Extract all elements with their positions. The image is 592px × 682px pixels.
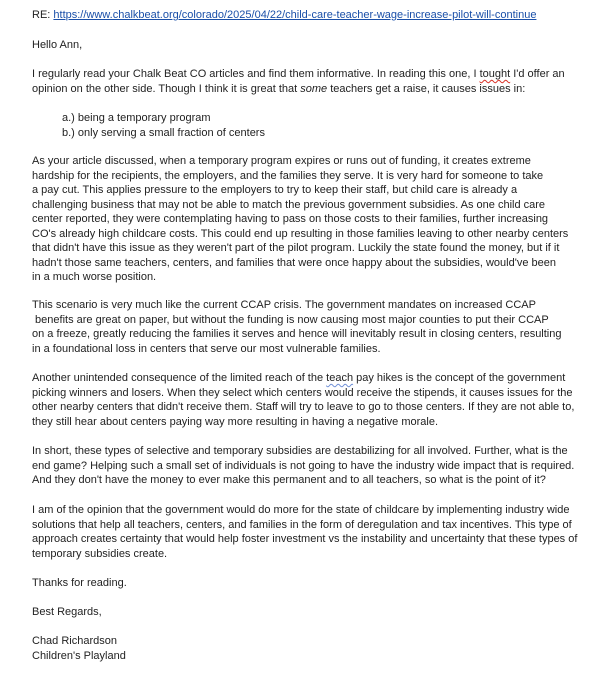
list-item: a.) being a temporary program (62, 112, 211, 124)
text-line: approach creates certainty that would help foster investment vs the instability and uncertainty that these types of (32, 533, 578, 545)
signature (32, 634, 126, 663)
text-line: temporary subsidies create. (32, 547, 168, 560)
text-line: they still hear about centers paying way more resulting in having a negative morale. (32, 415, 439, 428)
text-line: And they don't have the money to ever make this permanent and to all teachers, so what is the point of it? (32, 474, 546, 486)
intro-line-1 (32, 67, 565, 82)
text-line (32, 371, 574, 386)
closing-line (32, 605, 102, 620)
paragraph-4 (32, 444, 574, 488)
text-line: center reported, they were contemplating having to pass on those costs to their families, further increasing (32, 213, 549, 225)
intro-text: I regularly read your Chalk Beat CO articles and find them informative. In reading this one, I (32, 68, 480, 80)
text-line: in a foundational loss in centers that serve our most vulnerable families. (32, 342, 381, 355)
thanks-line (32, 576, 127, 591)
text-line: hadn't those same teachers, centers, and families that were once happy about the subsidies, would've been (32, 256, 556, 269)
text-line: As your article discussed, when a temporary program expires or runs out of funding, it creates extreme (32, 155, 531, 167)
text-line: picking winners and losers. When they select which centers would receive the stipends, it causes issues for the (32, 386, 573, 399)
text-line: I am of the opinion that the government would do more for the state of childcare by implementing industry wide (32, 504, 570, 516)
text-line: in a much worse position. (32, 271, 157, 283)
thanks-text: Thanks for reading. (32, 577, 127, 589)
text-line: hardship for the recipients, the employers, and the families they serve. It is very hard for someone to take (32, 169, 544, 182)
text-line: benefits are great on paper, but without the funding is now causing most major counties to put their CCAP (32, 313, 549, 326)
issues-list (62, 111, 265, 140)
misspelled-word[interactable]: tought (479, 68, 511, 80)
subject-line (32, 8, 536, 23)
text-line: on a freeze, greatly reducing the families it serves and hence will inevitably result in closing centers, resulting (32, 328, 562, 340)
paragraph-3 (32, 371, 574, 429)
greeting-text: Hello Ann, (32, 39, 83, 51)
intro-text: I'd offer an (510, 68, 565, 80)
text-segment: pay hikes is the concept of the government (353, 372, 566, 384)
article-link[interactable]: https://www.chalkbeat.org/colorado/2025/04/22/child-care-teacher-wage-increase-pilot-will-continue (53, 9, 537, 21)
intro-text: opinion on the other side. Though I think it is great that (32, 82, 301, 95)
paragraph-5 (32, 503, 577, 561)
subject-prefix: RE: (32, 9, 54, 21)
intro-line-2 (32, 82, 565, 97)
text-line: CO's already high childcare costs. This could end up resulting in those families leaving to other nearby centers (32, 227, 569, 240)
closing-text: Best Regards, (32, 606, 102, 618)
list-item: b.) only serving a small fraction of centers (62, 126, 265, 139)
text-line: other nearby centers that didn't receive them. Staff will try to leave to go to those centers. If they are not able to, (32, 401, 575, 413)
text-line: a pay cut. This applies pressure to the employers to try to keep their staff, but child care is already a (32, 184, 518, 196)
text-segment: Another unintended consequence of the limited reach of the (32, 372, 327, 384)
greeting (32, 38, 82, 53)
paragraph-1 (32, 154, 568, 285)
signature-name: Chad Richardson (32, 635, 117, 647)
intro-paragraph (32, 67, 565, 96)
text-line: end game? Helping such a small set of individuals is not going to have the industry wide impact that is required. (32, 459, 575, 472)
text-line: In short, these types of selective and temporary subsidies are destabilizing for all involved. Further, what is the (32, 445, 568, 457)
paragraph-2 (32, 298, 562, 356)
text-line: This scenario is very much like the current CCAP crisis. The government mandates on increased CCAP (32, 299, 536, 311)
text-line: that didn't have this issue as they weren't part of the pilot program. Luckily the state found the money, but if it (32, 242, 560, 254)
emphasis-text: some (300, 82, 328, 95)
text-line: solutions that help all teachers, centers, and families in the form of deregulation and tax incentives. This type of (32, 518, 572, 531)
text-line: challenging business that may not be able to match the previous government subsidies. As one child care (32, 198, 546, 211)
signature-org: Children's Playland (32, 649, 126, 662)
intro-text: teachers get a raise, it causes issues in: (327, 82, 526, 95)
grammar-flagged-word[interactable]: teach (326, 372, 354, 384)
